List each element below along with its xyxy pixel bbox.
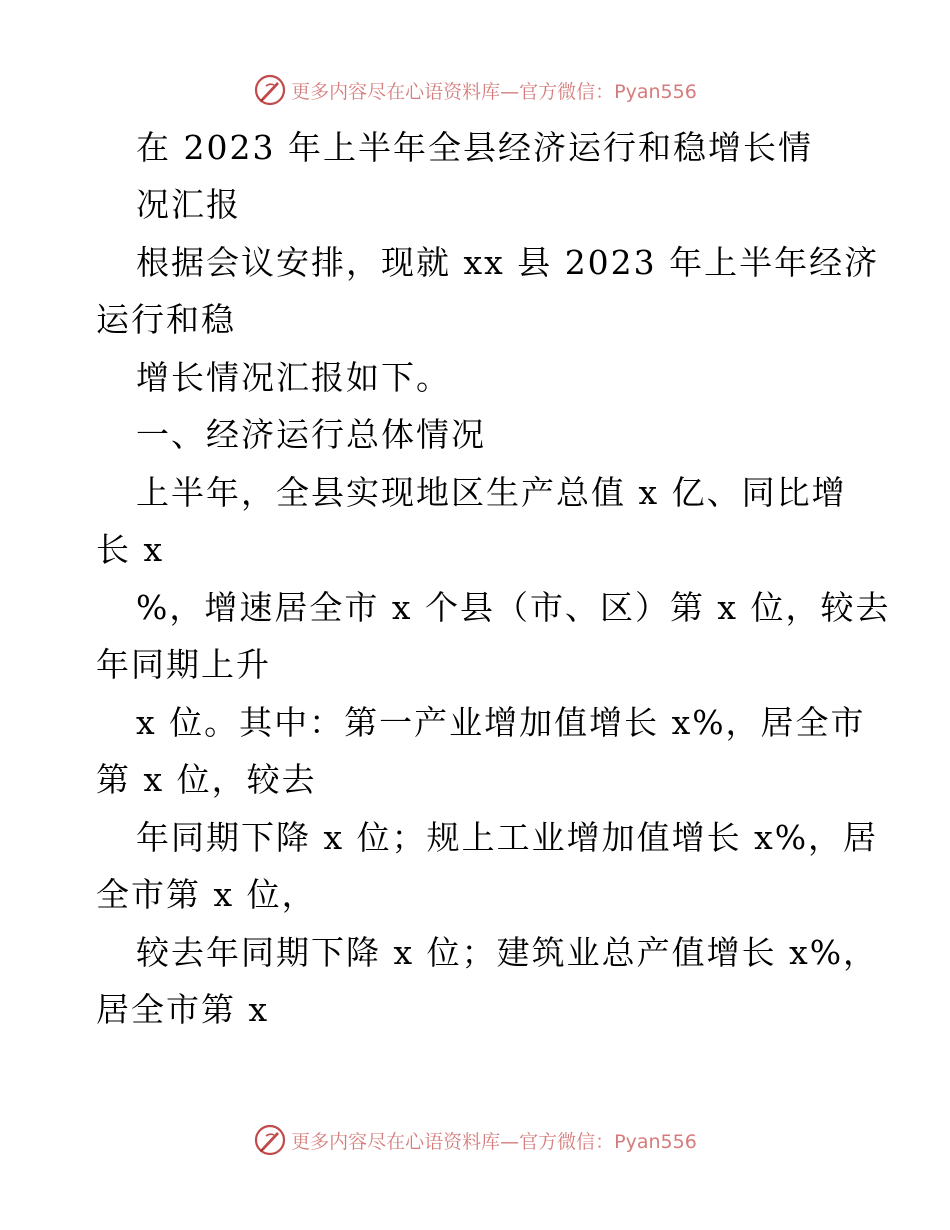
paragraph-line: 较去年同期下降 x 位；建筑业总产值增长 x%， [136,933,879,972]
paragraph-line: 运行和稳 [96,300,236,339]
watermark-banner-bottom [0,1120,950,1160]
section-heading: 一、经济运行总体情况 [136,415,486,454]
paragraph-line: 年同期上升 [96,645,271,684]
paragraph-line: 居全市第 x [96,990,270,1029]
paragraph-line: 年同期下降 x 位；规上工业增加值增长 x%，居 [136,818,879,857]
paragraph-line: 增长情况汇报如下。 [136,358,451,397]
quill-pen-logo-icon [253,73,287,107]
watermark-text-top: 更多内容尽在心语资料库—官方微信：Pyan556 [291,80,697,103]
paragraph-line: 长 x [96,530,165,569]
paragraph-line: %，增速居全市 x 个县（市、区）第 x 位，较去 [136,588,891,627]
paragraph-line: 上半年，全县实现地区生产总值 x 亿、同比增 [136,473,847,512]
title-line-1: 在 2023 年上半年全县经济运行和稳增长情 [136,128,813,167]
watermark-banner-top [0,70,950,110]
watermark-text-bottom: 更多内容尽在心语资料库—官方微信：Pyan556 [291,1130,697,1153]
paragraph-line: 第 x 位，较去 [96,760,317,799]
paragraph-line: 根据会议安排，现就 xx 县 2023 年上半年经济 [136,243,880,282]
title-line-2: 况汇报 [136,185,241,224]
quill-pen-logo-icon [253,1123,287,1157]
paragraph-line: 全市第 x 位， [96,875,317,914]
paragraph-line: x 位。其中：第一产业增加值增长 x%，居全市 [136,703,866,742]
